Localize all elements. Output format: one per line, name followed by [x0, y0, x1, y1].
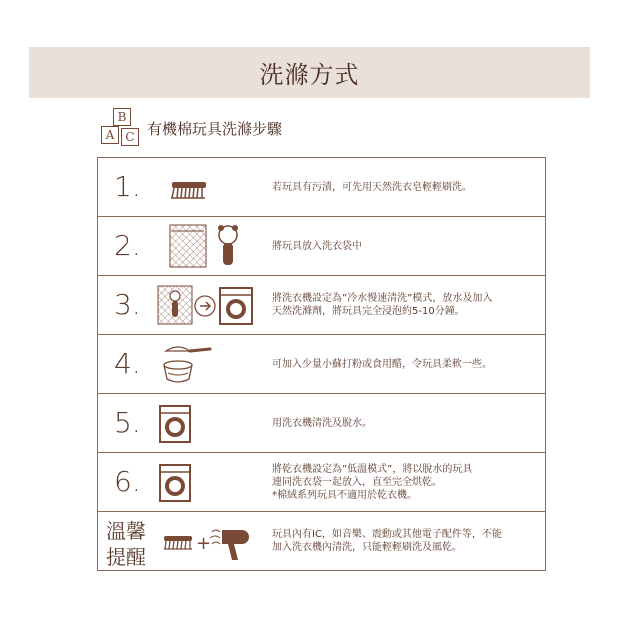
step-text: 若玩具有污漬，可先用天然洗衣皂輕輕刷洗。	[272, 181, 472, 193]
reminder-label-line2: 提醒	[106, 545, 146, 569]
step-number: 1.	[114, 170, 141, 203]
reminder-text: 玩具內有IC，如音樂、震動或其他電子配件等，不能 加入洗衣機內清洗，只能輕輕刷洗及風乾。	[272, 529, 502, 553]
scoop-and-bowl-icon	[158, 341, 268, 387]
step-row-5	[98, 394, 545, 453]
step-row-1	[98, 158, 545, 217]
step-text: 將乾衣機設定為”低溫模式”，將以脫水的玩具 連同洗衣袋一起放入，直至完全烘乾。 *棉絨系列玩具不適用於乾衣機。	[272, 463, 473, 501]
reminder-label-line1: 溫馨	[106, 519, 146, 543]
abc-blocks-icon	[101, 108, 141, 148]
page-title: 洗滌方式	[259, 61, 360, 89]
step-text: 將玩具放入洗衣袋中	[272, 240, 362, 252]
block-c: C	[121, 128, 139, 146]
plus-sign: +	[196, 533, 212, 554]
wash-steps-table	[97, 157, 546, 571]
block-a: A	[101, 126, 119, 144]
step-text: 將洗衣機設定為”冷水慢速清洗”模式，放水及加入 天然洗滌劑，將玩具完全浸泡約5-10分鐘。	[272, 293, 493, 317]
step-number: 5.	[114, 406, 141, 439]
step-number: 4.	[114, 347, 141, 380]
step-row-2	[98, 217, 545, 276]
step-text: 可加入少量小蘇打粉或食用醋，令玩具柔軟一些。	[272, 358, 492, 370]
step-number: 3.	[114, 288, 141, 321]
bag-to-washer-icon	[158, 282, 268, 328]
reminder-row	[98, 512, 545, 570]
section-header	[101, 108, 282, 148]
step-row-3	[98, 276, 545, 335]
step-row-4	[98, 335, 545, 394]
step-number: 2.	[114, 229, 141, 262]
step-number: 6.	[114, 465, 141, 498]
reminder-label	[106, 518, 146, 570]
washing-machine-icon	[158, 400, 268, 446]
title-banner	[29, 47, 590, 98]
block-b: B	[113, 108, 131, 126]
section-title: 有機棉玩具洗滌步驟	[147, 119, 283, 138]
brush-icon	[158, 164, 268, 210]
laundry-bag-with-toy-icon	[158, 223, 268, 269]
step-text: 用洗衣機清洗及脫水。	[272, 417, 372, 429]
dryer-machine-icon	[158, 459, 268, 505]
brush-plus-hairdryer-icon	[160, 518, 270, 564]
step-row-6	[98, 453, 545, 512]
